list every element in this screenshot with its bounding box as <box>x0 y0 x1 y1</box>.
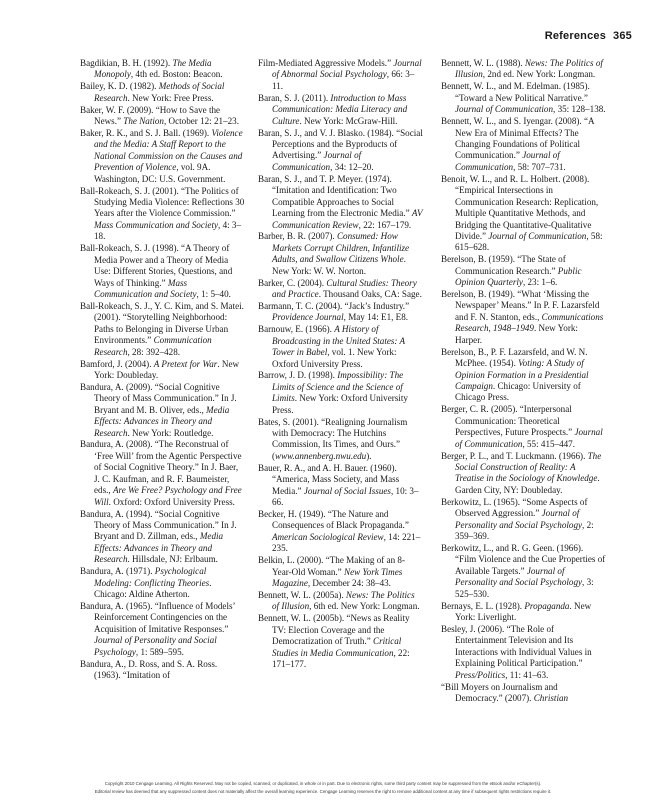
reference-title-italic: Psychological Modeling: Conflicting Theories <box>94 566 210 588</box>
reference-text: , 35: 128–138. <box>553 104 606 115</box>
reference-entry <box>258 613 423 670</box>
reference-title-italic: Media Effects: Advances in Theory and Research <box>94 404 230 438</box>
reference-text: Film-Mediated Aggressive Models.” <box>258 58 394 68</box>
reference-title-italic: www.annenberg.nwu.edu <box>275 450 367 461</box>
reference-title-italic: Communication Research <box>94 335 212 357</box>
reference-text: Becker, H. (1949). “The Nature and Consequences of Black Propaganda.” <box>258 508 409 531</box>
reference-title-italic: Journal of Communication <box>488 230 587 241</box>
reference-entry <box>258 463 423 509</box>
reference-text: , 14: 221–235. <box>272 531 421 554</box>
reference-entry <box>80 128 245 185</box>
reference-text: Baran, S. J. (2011). <box>258 92 331 103</box>
reference-text: Barrow, J. D. (1998). <box>258 370 338 381</box>
reference-text: Bandura, A. (1971). <box>80 566 155 577</box>
editorial-notice-line: Editorial review has deemed that any suppressed content does not materially affect the overall learning experience. Cengage Learning reserves the right to remove additional content at any time if subsequent rights restrictions require it. <box>94 789 552 794</box>
reference-text: , December 24: 38–43. <box>307 578 391 589</box>
reference-entry <box>80 186 245 243</box>
reference-text: , 66: 3–11. <box>272 69 415 91</box>
reference-text: Berkowitz, L., and R. G. Geen. (1966). “Film Violence and the Cue Properties of Available Targets.” <box>441 542 606 576</box>
reference-entry <box>80 359 245 382</box>
reference-text: Ball-Rokeach, S. J., Y. C. Kim, and S. Matei. (2001). “Storytelling Neighborhood: Paths to Belonging in Diverse Urban Environments.” <box>80 300 244 346</box>
reference-entry <box>441 404 606 450</box>
reference-text: Barber, B. R. (2007). <box>258 231 337 242</box>
reference-title-italic: Critical Studies in Media Communication <box>272 636 402 658</box>
reference-text: , 23: 1–6. <box>522 277 558 288</box>
reference-entry <box>258 324 423 370</box>
reference-text: , vol. 1. New York: Oxford University Press. <box>272 347 397 369</box>
reference-title-italic: American Sociological Review <box>272 531 384 542</box>
reference-entry <box>441 174 606 254</box>
reference-entry <box>441 624 606 681</box>
reference-column-2 <box>258 58 423 671</box>
reference-title-italic: Cultural Studies: Theory and Practice <box>272 277 417 300</box>
reference-entry <box>258 417 423 463</box>
reference-title-italic: Journal of Abnormal Social Psychology <box>272 58 422 80</box>
reference-text: , May 14: E1, E8. <box>343 312 409 323</box>
reference-text: . New York: Routledge. <box>127 427 214 438</box>
reference-text: Barmann, T. C. (2004). “Jack’s Industry.” <box>258 300 410 311</box>
reference-text: Ball-Rokeach, S. J. (2001). “The Politics of Studying Media Violence: Reflections 30 Years after the Violence Commission.” <box>80 185 245 219</box>
reference-entry <box>441 497 606 543</box>
reference-text: Baran, S. J., and V. J. Blasko. (1984). “Social Perceptions and the Byproducts of Advertising.” <box>258 127 423 161</box>
reference-title-italic: Voting: A Study of Opinion Formation in a Presidential Campaign <box>455 358 589 392</box>
reference-text: , 34: 12–20. <box>330 161 374 172</box>
reference-text: . Garden City, NY: Doubleday. <box>455 473 600 495</box>
reference-entry <box>258 174 423 231</box>
reference-entry <box>441 347 606 404</box>
reference-text: Bates, S. (2001). “Realigning Journalism with Democracy: The Hutchins Commission, Its Times, and Ours.” ( <box>258 416 408 461</box>
running-header <box>545 30 632 42</box>
reference-title-italic: The Nation <box>123 116 164 127</box>
reference-column-1 <box>80 58 245 682</box>
reference-text: Bandura, A. (2008). “The Reconstrual of ‘Free Will’ from the Agentic Perspective of Social Cognitive Theory.” In J. Baer, J. C. Kaufman, and R. F. Baumeister, eds., <box>80 439 242 496</box>
reference-entry <box>441 254 606 288</box>
reference-title-italic: Violence and the Media: A Staff Report to the National Commission on the Causes and Prevention of Violence <box>94 127 243 173</box>
reference-title-italic: The Social Construction of Reality: A Treatise in the Sociology of Knowledge <box>455 450 602 484</box>
reference-title-italic: Press/Politics <box>455 669 506 680</box>
reference-text: . New York: Doubleday. <box>94 358 240 380</box>
reference-text: , vol. 9A. Washington, DC: U.S. Government. <box>94 162 226 184</box>
reference-text: Bandura, A., D. Ross, and S. A. Ross. (1963). “Imitation of <box>80 658 218 681</box>
reference-text: , 1: 5–40. <box>196 289 231 300</box>
reference-text: Bailey, K. D. (1982). <box>80 81 159 92</box>
reference-entry <box>80 382 245 439</box>
reference-text: ). <box>366 450 372 461</box>
reference-text: . Chicago: Aldine Atherton. <box>94 577 212 600</box>
reference-text: , 3: 525–530. <box>455 577 594 599</box>
reference-text: , 1: 589–595. <box>135 646 184 657</box>
reference-text: Barker, C. (2004). <box>258 277 327 288</box>
reference-text: Benoit, W. L., and R. L. Holbert. (2008). “Empirical Intersections in Communication Research: Replication, Multiple Quantitative Methods, and Bridging the Quantitative-Qualitative Divide.” <box>441 173 599 241</box>
reference-text: Barnouw, E. (1966). <box>258 324 335 335</box>
reference-text: “Bill Moyers on Journalism and Democracy.” (2007). <box>441 681 558 703</box>
reference-entry <box>258 231 423 277</box>
reference-text: , 22: 171–177. <box>272 647 410 670</box>
reference-entry <box>258 555 423 589</box>
reference-text: . New York: McGraw-Hill. <box>299 115 398 126</box>
reference-title-italic: Consumed: How Markets Corrupt Children, Infantilize Adults, and Swallow Citizens Whole <box>272 231 410 265</box>
reference-text: Baker, R. K., and S. J. Ball. (1969). <box>80 127 212 138</box>
copyright-footer <box>0 780 646 796</box>
reference-entry <box>80 243 245 300</box>
reference-text: , October 12: 21–23. <box>163 116 239 127</box>
reference-text: Berger, P. L., and T. Luckmann. (1966). <box>441 450 588 461</box>
reference-title-italic: Journal of Personality and Social Psychology <box>94 635 217 657</box>
reference-entry <box>441 682 606 705</box>
reference-text: . Hillsdale, NJ: Erlbaum. <box>127 554 218 565</box>
reference-text: Bennett, W. L., and M. Edelman. (1985). “Toward a New Political Narrative.” <box>441 81 590 103</box>
reference-column-3 <box>441 58 606 705</box>
page-number: 365 <box>613 30 632 42</box>
reference-text: Bamford, J. (2004). <box>80 358 154 369</box>
reference-text: Baran, S. J., and T. P. Meyer. (1974). “Imitation and Identification: Two Compatible Approaches to Social Learning from the Electronic Media.” <box>258 173 412 219</box>
reference-title-italic: Journal of Social Issues <box>303 485 391 496</box>
reference-entry <box>441 58 606 81</box>
reference-title-italic: Impossibility: The Limits of Science and the Science of Limits <box>272 370 404 404</box>
reference-text: . New York: Harper. <box>455 323 578 345</box>
reference-text: Bauer, R. A., and A. H. Bauer. (1960). “America, Mass Society, and Mass Media.” <box>258 462 400 496</box>
reference-entry <box>258 128 423 174</box>
reference-text: . New York: W. W. Norton. <box>272 254 406 276</box>
reference-entry <box>441 116 606 173</box>
reference-text: . Thousand Oaks, CA: Sage. <box>318 289 422 300</box>
reference-text: Bennett, W. L. (2005b). “News as Reality TV: Election Coverage and the Democratization of Truth.” <box>258 613 410 647</box>
reference-entry <box>258 301 423 324</box>
reference-text: Berkowitz, L. (1965). “Some Aspects of Observed Aggression.” <box>441 496 588 519</box>
reference-title-italic: Journal of Communication <box>455 427 603 449</box>
reference-title-italic: Propaganda <box>524 600 570 611</box>
reference-entry <box>80 601 245 658</box>
reference-title-italic: Journal of Communication <box>455 150 560 172</box>
reference-text: . New York: Free Press. <box>127 92 214 103</box>
reference-text: , 2: 359–369. <box>455 519 594 542</box>
reference-entry <box>80 439 245 508</box>
reference-entry <box>258 509 423 555</box>
reference-title-italic: Journal of Communication <box>455 104 554 115</box>
reference-entry <box>441 81 606 115</box>
reference-title-italic: Journal of Communication <box>272 150 362 172</box>
reference-text: Berelson, B., P. F. Lazarsfeld, and W. N. McPhee. (1954). <box>441 346 588 369</box>
reference-title-italic: Journal of Personality and Social Psychology <box>455 565 583 588</box>
reference-entry <box>258 590 423 613</box>
reference-entry <box>80 105 245 128</box>
reference-title-italic: AV Communication Review <box>272 208 423 230</box>
reference-text: Bandura, A. (2009). “Social Cognitive Theory of Mass Communication.” In J. Bryant and M. B. Oliver, eds., <box>80 381 237 415</box>
reference-title-italic: A Pretext for War <box>153 358 218 369</box>
reference-entry <box>80 509 245 566</box>
reference-text: Ball-Rokeach, S. J. (1998). “A Theory of Media Power and a Theory of Media Use: Different Stories, Questions, and Ways of Thinking.” <box>80 243 233 288</box>
reference-text: , 28: 392–428. <box>127 346 181 357</box>
reference-entry <box>441 543 606 600</box>
reference-entry <box>258 93 423 127</box>
reference-entry <box>441 601 606 624</box>
copyright-line: Copyright 2010 Cengage Learning. All Rights Reserved. May not be copied, scanned, or duplicated, in whole or in part. Due to electronic rights, some third party content may be suppressed from the eBook and/or eChapter(s). <box>104 781 542 786</box>
reference-entry <box>80 81 245 104</box>
section-title: References <box>544 30 607 42</box>
reference-text: . New York: Oxford University Press. <box>272 393 408 415</box>
reference-entry <box>80 58 245 81</box>
reference-text: Besley, J. (2006). “The Role of Entertainment Television and Its Interactions with Individual Values in Explaining Political Participation.” <box>441 623 592 669</box>
reference-text: , 10: 3–66. <box>272 485 419 508</box>
reference-text: , 4th ed. Boston: Beacon. <box>130 69 223 80</box>
reference-text: , 6th ed. New York: Longman. <box>309 601 420 612</box>
reference-text: , 58: 707–731. <box>513 161 566 172</box>
reference-text: Bagdikian, B. H. (1992). <box>80 58 173 68</box>
reference-text: Bennett, W. L. (2005a). <box>258 589 346 600</box>
reference-title-italic: Are We Free? Psychology and Free Will <box>94 485 242 507</box>
reference-title-italic: News: The Politics of Illusion <box>272 589 415 612</box>
reference-text: , 22: 167–179. <box>358 219 412 230</box>
reference-text: Baker, W. F. (2009). “How to Save the News.” <box>80 104 221 127</box>
reference-text: . Oxford: Oxford University Press. <box>108 496 235 507</box>
reference-entry <box>80 301 245 358</box>
reference-text: Berger, C. R. (2005). “Interpersonal Communication: Theoretical Perspectives, Future Prospects.” <box>441 404 575 438</box>
reference-text: , 4: 3–18. <box>94 219 242 242</box>
reference-text: Berelson, B. (1959). “The State of Communication Research.” <box>441 254 566 276</box>
reference-text: , 55: 415–447. <box>522 438 575 449</box>
reference-entry-continued <box>258 58 423 92</box>
reference-text: Bernays, E. L. (1928). <box>441 600 525 611</box>
reference-title-italic: Christian <box>533 693 569 703</box>
reference-title-italic: A History of Broadcasting in the United States: A Tower in Babel <box>272 324 405 358</box>
reference-text: . Chicago: University of Chicago Press. <box>455 381 581 403</box>
reference-text: Bandura, A. (1994). “Social Cognitive Theory of Mass Communication.” In J. Bryant and D. Zillman, eds., <box>80 508 237 542</box>
reference-title-italic: Journal of Personality and Social Psychology <box>455 508 583 530</box>
reference-text: , 11: 41–63. <box>505 669 549 680</box>
reference-title-italic: New York Times Magazine <box>272 566 403 589</box>
reference-title-italic: The Media Monopoly <box>94 58 212 80</box>
reference-title-italic: Media Effects: Advances in Theory and Research <box>94 531 224 565</box>
reference-text: . New York: Liverlight. <box>455 600 592 623</box>
reference-text: , 58: 615–628. <box>455 230 603 253</box>
reference-text: Berelson, B. (1949). “What ‘Missing the Newspaper’ Means.” In P. F. Lazarsfeld and F. N. Stanton, eds., <box>441 289 600 322</box>
reference-title-italic: Mass Communication and Society <box>94 219 219 230</box>
reference-text: Bennett, W. L., and S. Iyengar. (2008). “A New Era of Minimal Effects? The Changing Foundations of Political Communication.” <box>441 116 595 161</box>
reference-title-italic: Public Opinion Quarterly <box>455 265 582 288</box>
reference-entry <box>258 370 423 416</box>
reference-text: Bennett, W. L. (1988). <box>441 58 525 68</box>
reference-text: , 2nd ed. New York: Longman. <box>482 69 596 80</box>
reference-title-italic: Providence Journal <box>272 312 344 323</box>
reference-text: Belkin, L. (2000). “The Making of an 8-Year-Old Woman.” <box>258 555 405 577</box>
reference-entry <box>441 289 606 346</box>
reference-title-italic: Introduction to Mass Communication: Media Literacy and Culture <box>272 92 408 126</box>
reference-title-italic: Mass Communication and Society <box>94 277 197 300</box>
reference-text: Bandura, A. (1965). “Influence of Models’ Reinforcement Contingencies on the Acquisition of Imitative Responses.” <box>80 600 235 634</box>
reference-entry <box>80 659 245 682</box>
reference-entry <box>258 278 423 301</box>
reference-title-italic: Methods of Social Research <box>94 81 225 103</box>
reference-title-italic: Communications Research, 1948–1949 <box>455 311 604 334</box>
reference-entry <box>441 451 606 497</box>
reference-entry <box>80 566 245 600</box>
reference-title-italic: News: The Politics of Illusion <box>455 58 603 80</box>
